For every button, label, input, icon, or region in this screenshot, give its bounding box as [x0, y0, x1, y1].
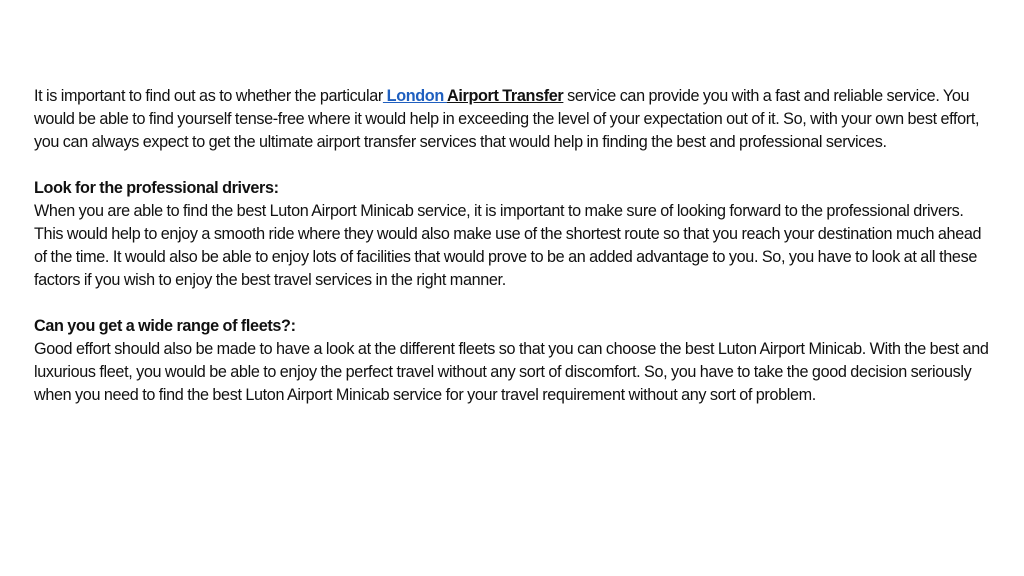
drivers-heading: Look for the professional drivers: [34, 179, 279, 197]
document-body [34, 85, 996, 407]
fleets-heading: Can you get a wide range of fleets?: [34, 317, 296, 335]
london-link[interactable]: London [382, 87, 448, 105]
paragraph-spacer [34, 154, 996, 177]
intro-text-after-link: service can provide you with a fast and reliable service. You would be able to find yourself tense-free where it would help in exceeding the level of your expectation out of it. So, with your own best effort, you can always expect to get the ultimate airport transfer services that would help in finding the best and professional services. [34, 87, 980, 151]
airport-transfer-link[interactable]: Airport Transfer [447, 87, 564, 105]
drivers-paragraph: When you are able to find the best Luton Airport Minicab service, it is important to make sure of looking forward to the professional drivers. This would help to enjoy a smooth ride where they would also make use of the shortest route so that you reach your destination much ahead of the time. It would also be able to enjoy lots of facilities that would prove to be an added advantage to you. So, you have to look at all these factors if you wish to enjoy the best travel services in the right manner. [34, 202, 982, 289]
paragraph-spacer [34, 292, 996, 315]
intro-text-before-link: It is important to find out as to whether the particular [34, 87, 383, 105]
fleets-paragraph: Good effort should also be made to have a look at the different fleets so that you can choose the best Luton Airport Minicab. With the best and luxurious fleet, you would be able to enjoy the perfect travel without any sort of discomfort. So, you have to take the good decision seriously when you need to find the best Luton Airport Minicab service for your travel requirement without any sort of problem. [34, 340, 989, 404]
intro-paragraph [34, 85, 996, 154]
